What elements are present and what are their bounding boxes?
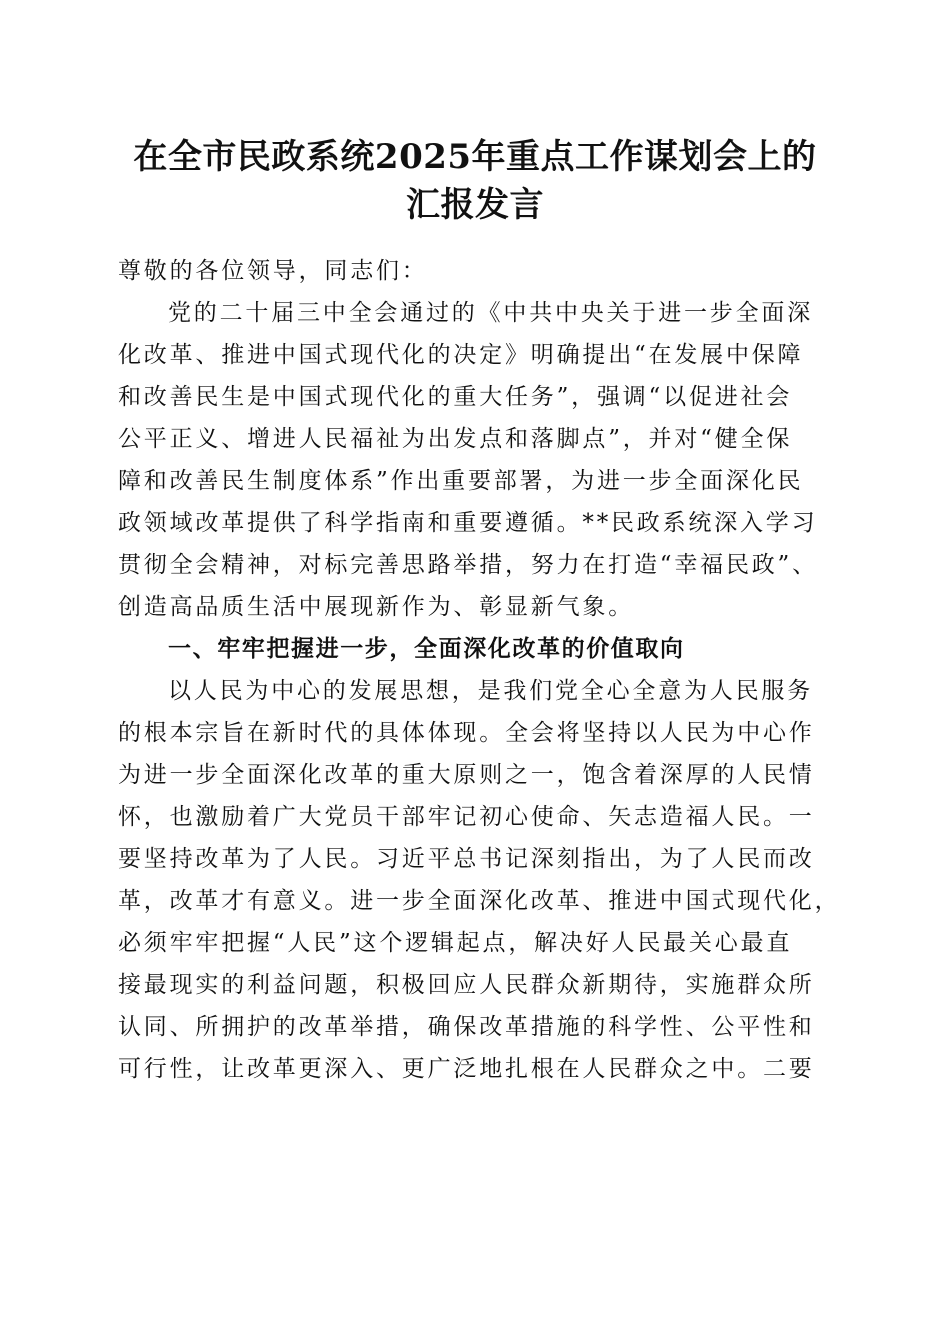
paragraph-line: 创造高品质生活中展现新作为、彰显新气象。: [118, 594, 634, 620]
paragraph-line: 和改善民生是中国式现代化的重大任务”，强调“以促进社会: [118, 384, 793, 410]
paragraph-line: 的根本宗旨在新时代的具体体现。全会将坚持以人民为中心作: [118, 720, 815, 746]
salutation: 尊敬的各位领导，同志们：: [118, 258, 428, 284]
section-heading: 一、牢牢把握进一步，全面深化改革的价值取向: [168, 636, 685, 662]
paragraph-line: 公平正义、增进人民福祉为出发点和落脚点”，并对“健全保: [118, 426, 793, 452]
paragraph-line: 革，改革才有意义。进一步全面深化改革、推进中国式现代化，: [118, 888, 841, 914]
paragraph-line: 党的二十届三中全会通过的《中共中央关于进一步全面深: [168, 300, 813, 326]
paragraph-line: 政领域改革提供了科学指南和重要遵循。**民政系统深入学习: [118, 510, 818, 536]
title-line-2: 汇报发言: [406, 185, 544, 225]
paragraph-line: 以人民为中心的发展思想，是我们党全心全意为人民服务: [168, 678, 813, 704]
document-title: [100, 133, 850, 229]
paragraph-line: 为进一步全面深化改革的重大原则之一，饱含着深厚的人民情: [118, 762, 815, 788]
paragraph-line: 可行性，让改革更深入、更广泛地扎根在人民群众之中。二要: [118, 1056, 815, 1082]
paragraph-line: 接最现实的利益问题，积极回应人民群众新期待，实施群众所: [118, 972, 815, 998]
paragraph-line: 认同、所拥护的改革举措，确保改革措施的科学性、公平性和: [118, 1014, 815, 1040]
paragraph-line: 怀，也激励着广大党员干部牢记初心使命、矢志造福人民。一: [118, 804, 815, 830]
paragraph-line: 要坚持改革为了人民。习近平总书记深刻指出，为了人民而改: [118, 846, 815, 872]
document-body: [118, 250, 841, 1090]
paragraph-line: 障和改善民生制度体系”作出重要部署，为进一步全面深化民: [118, 468, 804, 494]
paragraph-line: 贯彻全会精神，对标完善思路举措，努力在打造“幸福民政”、: [118, 552, 818, 578]
paragraph-line: 化改革、推进中国式现代化的决定》明确提出“在发展中保障: [118, 342, 804, 368]
paragraph-line: 必须牢牢把握“人民”这个逻辑起点，解决好人民最关心最直: [118, 930, 793, 956]
title-line-1: 在全市民政系统2025年重点工作谋划会上的: [133, 137, 817, 177]
